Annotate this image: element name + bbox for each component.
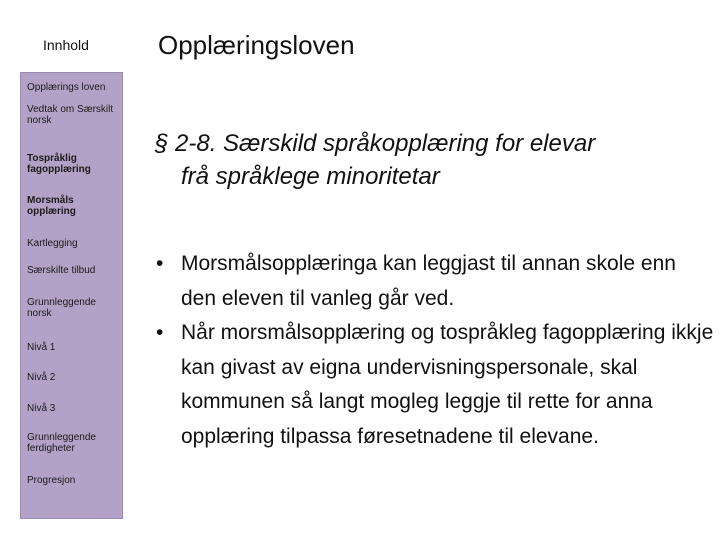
section-heading bbox=[155, 127, 700, 193]
sidebar-item-opplaeringsloven[interactable]: Opplærings loven bbox=[27, 82, 106, 93]
sidebar-item-nivaa-3[interactable]: Nivå 3 bbox=[27, 403, 56, 414]
section-heading-line-2: frå språklege minoritetar bbox=[181, 163, 440, 190]
list-item bbox=[155, 247, 715, 316]
list-item bbox=[155, 316, 715, 454]
sidebar-title: Innhold bbox=[43, 37, 89, 53]
bullet-text: Når morsmålsopplæring og tospråkleg fagopplæring ikkje kan givast av eigna undervisningspersonale, skal kommunen så langt mogleg leggje til rette for anna opplæring tilpassa føresetnadene til elevane. bbox=[181, 321, 714, 448]
bullet-icon: • bbox=[156, 321, 164, 344]
bullet-icon: • bbox=[156, 252, 164, 275]
sidebar-item-progresjon[interactable]: Progresjon bbox=[27, 475, 76, 486]
sidebar-item-tospraaklig-fagopplaering[interactable]: Tospråklig fagopplæring bbox=[27, 153, 91, 175]
sidebar-nav bbox=[20, 72, 123, 519]
sidebar-item-vedtak-om-saerskilt-norsk[interactable]: Vedtak om Særskilt norsk bbox=[27, 104, 114, 126]
sidebar-item-nivaa-1[interactable]: Nivå 1 bbox=[27, 342, 56, 353]
sidebar-item-grunnleggende-ferdigheter[interactable]: Grunnleggende ferdigheter bbox=[27, 432, 96, 454]
section-heading-line-1: § 2-8. Særskild språkopplæring for elevar bbox=[155, 130, 596, 157]
sidebar-item-saerskilte-tilbud[interactable]: Særskilte tilbud bbox=[27, 265, 96, 276]
sidebar-item-kartlegging[interactable]: Kartlegging bbox=[27, 238, 78, 249]
sidebar-item-grunnleggende-norsk[interactable]: Grunnleggende norsk bbox=[27, 297, 96, 319]
sidebar-item-morsmaalsopplaering[interactable]: Morsmåls opplæring bbox=[27, 195, 76, 217]
bullet-text: Morsmålsopplæringa kan leggjast til annan skole enn den eleven til vanleg går ved. bbox=[181, 252, 676, 310]
page-title: Opplæringsloven bbox=[158, 30, 355, 60]
bullet-list bbox=[155, 247, 715, 454]
sidebar-item-nivaa-2[interactable]: Nivå 2 bbox=[27, 372, 56, 383]
